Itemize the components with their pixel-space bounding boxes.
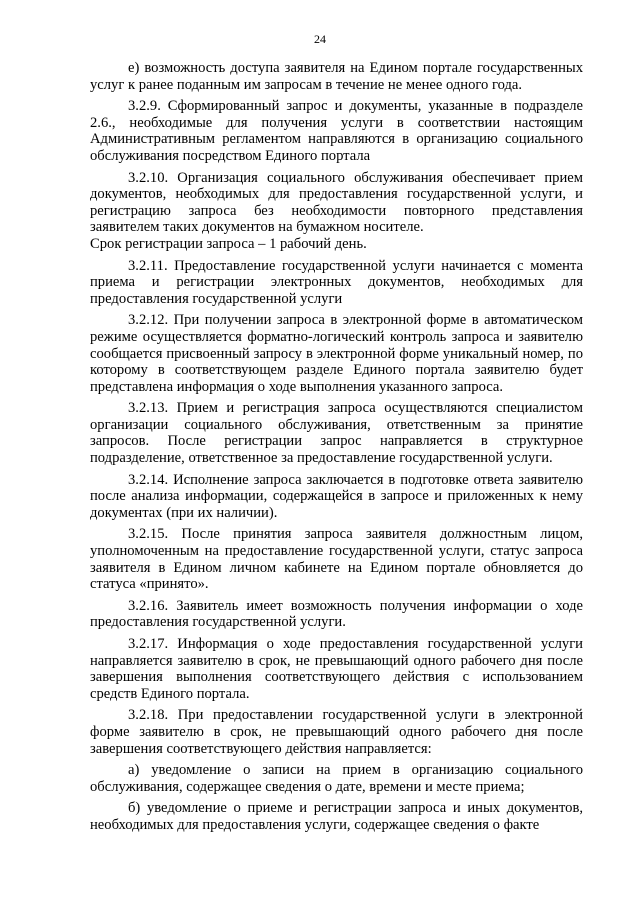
paragraph-3-2-13: 3.2.13. Прием и регистрация запроса осуществляются специалистом организации социального обслуживания, ответственным за принятие запросов. После регистрации запрос направляется в структурное подразделение, ответственное за предоставление государственной услуги. <box>90 400 583 467</box>
paragraph-3-2-16: 3.2.16. Заявитель имеет возможность получения информации о ходе предоставления государственной услуги. <box>90 597 583 631</box>
page-number: 24 <box>314 32 326 46</box>
paragraph-3-2-10: 3.2.10. Организация социального обслуживания обеспечивает прием документов, необходимых для предоставления государственной услуги, и регистрацию запроса без необходимости повторного представления заявителем таких документов на бумажном носителе. <box>90 169 583 236</box>
paragraph-3-2-9: 3.2.9. Сформированный запрос и документы, указанные в подразделе 2.6., необходимые для получения услуги в соответствии настоящим Административным регламентом направляются в организацию социального обслуживания посредством Единого портала <box>90 98 583 164</box>
paragraph-3-2-15: 3.2.15. После принятия запроса заявителя должностным лицом, уполномоченным на предоставление государственной услуги, статус запроса заявителя в Едином личном кабинете на Едином портале обновляется до статуса «принято». <box>90 526 583 593</box>
paragraph-3-2-18: 3.2.18. При предоставлении государственной услуги в электронной форме заявителю в срок, не превышающий одного рабочего дня после завершения соответствующего действия направляется: <box>90 707 583 757</box>
paragraph-3-2-12: 3.2.12. При получении запроса в электронной форме в автоматическом режиме осуществляется форматно-логический контроль запроса и заявителю сообщается присвоенный запросу в электронной форме уникальный номер, по которому в соответствующем разделе Единого портала заявителю будет представлена информация о ходе выполнения указанного запроса. <box>90 312 583 395</box>
paragraph-item-b: б) уведомление о приеме и регистрации запроса и иных документов, необходимых для предоставления услуги, содержащее сведения о факте <box>90 800 583 833</box>
paragraph-item-e: е) возможность доступа заявителя на Едином портале государственных услуг к ранее поданным им запросам в течение не менее одного года. <box>90 60 583 93</box>
paragraph-item-a: а) уведомление о записи на прием в организацию социального обслуживания, содержащее сведения о дате, времени и месте приема; <box>90 762 583 795</box>
document-body <box>90 60 583 834</box>
paragraph-3-2-11: 3.2.11. Предоставление государственной услуги начинается с момента приема и регистрации электронных документов, необходимых для предоставления государственной услуги <box>90 257 583 307</box>
paragraph-3-2-14: 3.2.14. Исполнение запроса заключается в подготовке ответа заявителю после анализа информации, содержащейся в запросе и приложенных к нему документах (при их наличии). <box>90 471 583 521</box>
paragraph-3-2-17: 3.2.17. Информация о ходе предоставления государственной услуги направляется заявителю в срок, не превышающий одного рабочего дня после завершения выполнения соответствующего действия с использованием средств Единого портала. <box>90 636 583 702</box>
paragraph-registration-term: Срок регистрации запроса – 1 рабочий день. <box>90 235 367 252</box>
